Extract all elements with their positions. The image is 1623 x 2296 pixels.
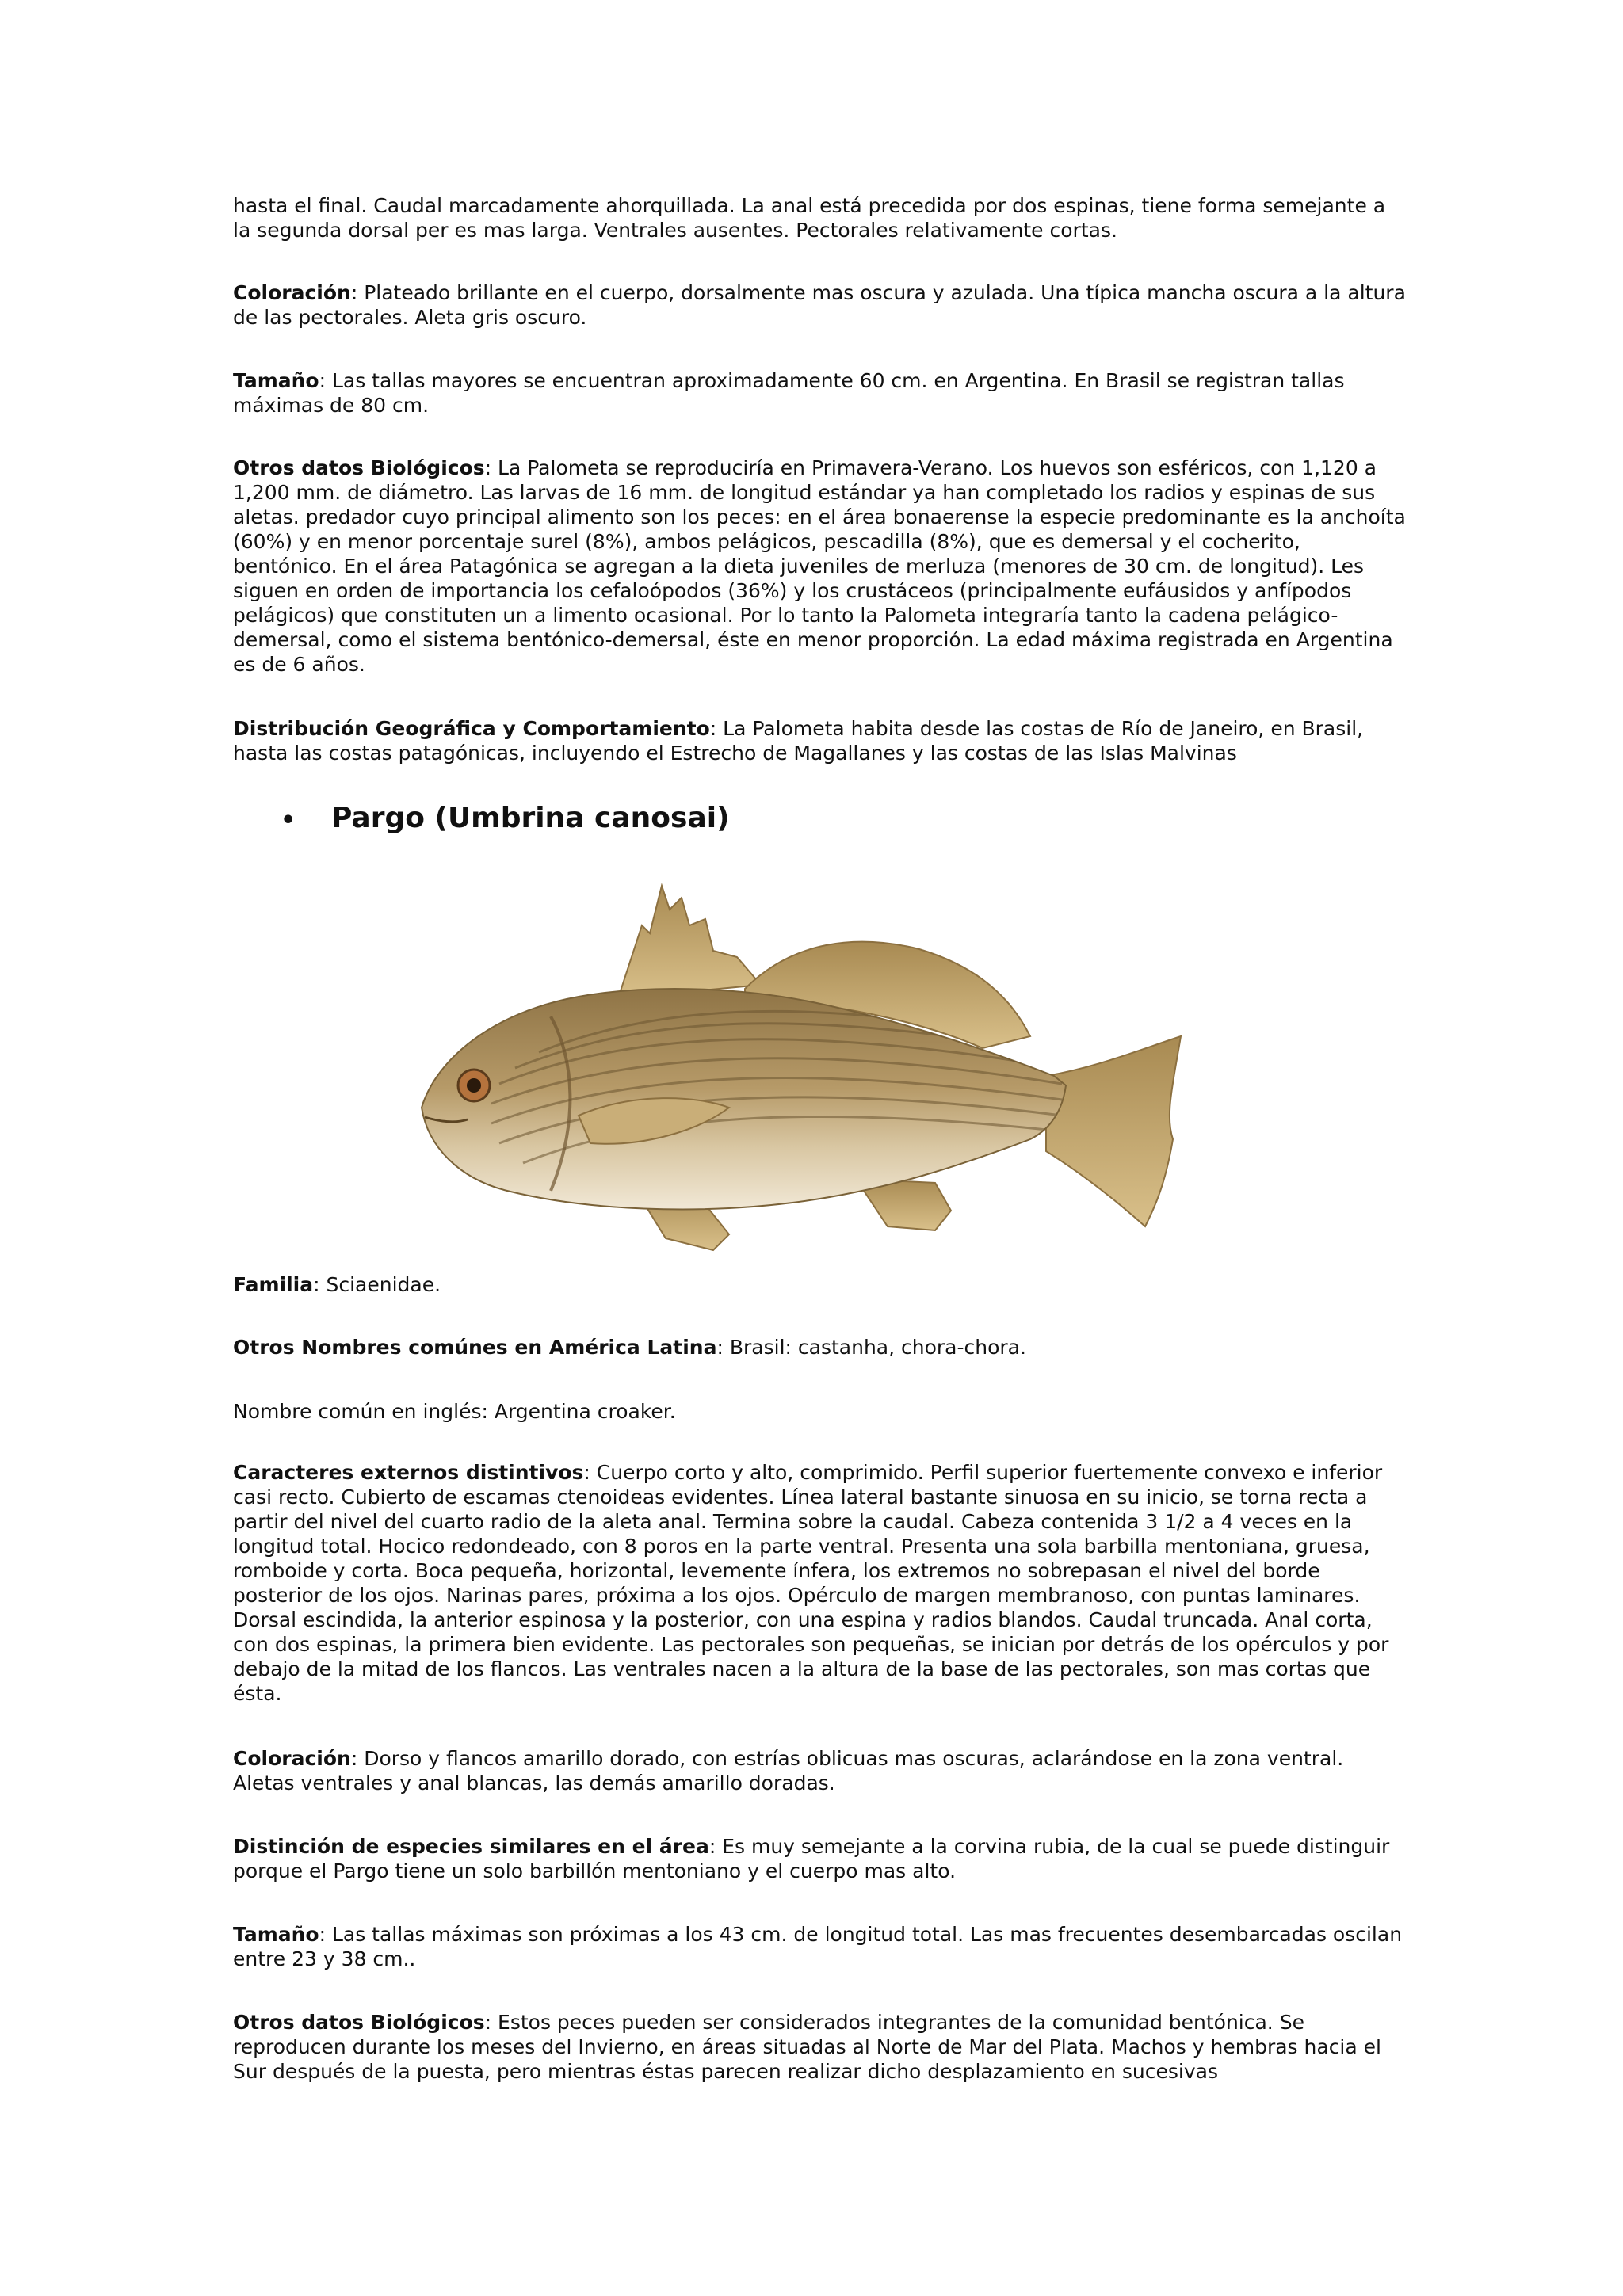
text-nombre-ingles: Nombre común en inglés: Argentina croaker. [233, 1400, 676, 1423]
label-tamano: Tamaño [233, 369, 319, 392]
section-palometa-tail [233, 193, 1406, 242]
label-coloracion-pargo: Coloración [233, 1747, 351, 1770]
label-coloracion: Coloración [233, 281, 351, 304]
text-biologicos: : La Palometa se reproduciría en Primavera-Verano. Los huevos son esféricos, con 1,120 a 1,200 mm. de diámetro. Las larvas de 16 mm. de longitud estándar ya han completado los radios y espinas de sus aletas. predador cuyo principal alimento son los peces: en el área bonaerense la especie predominante es la anchoíta (60%) y en menor porcentaje surel (8%), ambos pelágicos, pescadilla (8%), que es demersal y el cocherito, bentónico. En el área Patagónica se agregan a la dieta juveniles de merluza (menores de 30 cm. de longitud). Les siguen en orden de importancia los cefaloópodos (36%) y los crustáceos (principalmente eufáusidos y anfípodos pelágicos) que constituten un a limento ocasional. Por lo tanto la Palometa integraría tanto la cadena pelágico-demersal, como el sistema bentónico-demersal, éste en menor proporción. La edad máxima registrada en Argentina es de 6 años. [233, 456, 1406, 676]
bullet-icon: • [281, 807, 296, 834]
label-tamano-pargo: Tamaño [233, 1923, 319, 1946]
fish-illustration [380, 878, 1220, 1290]
species-heading [281, 802, 730, 834]
paragraph-distribucion-palometa [233, 716, 1406, 765]
text-distribucion: : La Palometa habita desde las costas de Río de Janeiro, en Brasil, hasta las costas patagónicas, incluyendo el Estrecho de Magallanes y las costas de las Islas Malvinas [233, 717, 1364, 765]
paragraph-coloracion-pargo [233, 1746, 1406, 1795]
label-caracteres: Caracteres externos distintivos [233, 1461, 584, 1484]
text-coloracion: : Plateado brillante en el cuerpo, dorsalmente mas oscura y azulada. Una típica mancha oscura a la altura de las pectorales. Aleta gris oscuro. [233, 281, 1406, 329]
paragraph-biologicos-palometa [233, 456, 1406, 677]
text-biologicos-pargo: : Estos peces pueden ser considerados integrantes de la comunidad bentónica. Se reproducen durante los meses del Invierno, en áreas situadas al Norte de Mar del Plata. Machos y hembras hacia el Sur después de la puesta, pero mientras éstas parecen realizar dicho desplazamiento en sucesivas [233, 2011, 1381, 2083]
paragraph-biologicos-pargo [233, 2010, 1406, 2084]
text-tamano: : Las tallas mayores se encuentran aproximadamente 60 cm. en Argentina. En Brasil se registran tallas máximas de 80 cm. [233, 369, 1345, 417]
label-otros-nombres: Otros Nombres comúnes en América Latina [233, 1336, 717, 1359]
paragraph-distincion [233, 1834, 1406, 1883]
label-familia: Familia [233, 1273, 314, 1296]
paragraph-fins: hasta el final. Caudal marcadamente ahorquillada. La anal está precedida por dos espinas, tiene forma semejante a la segunda dorsal per es mas larga. Ventrales ausentes. Pectorales relativamente cortas. [233, 194, 1386, 242]
paragraph-coloracion-palometa [233, 280, 1406, 330]
label-biologicos: Otros datos Biológicos [233, 456, 485, 479]
paragraph-tamano-pargo [233, 1922, 1406, 1971]
species-title: Pargo (Umbrina canosai) [331, 802, 730, 834]
paragraph-familia [233, 1272, 1406, 1297]
label-distribucion: Distribución Geográfica y Comportamiento [233, 717, 710, 740]
label-distincion: Distinción de especies similares en el área [233, 1835, 709, 1858]
label-biologicos-pargo: Otros datos Biológicos [233, 2011, 485, 2034]
text-tamano-pargo: : Las tallas máximas son próximas a los 43 cm. de longitud total. Las mas frecuentes desembarcadas oscilan entre 23 y 38 cm.. [233, 1923, 1403, 1970]
paragraph-nombre-ingles [233, 1399, 1406, 1424]
text-caracteres: : Cuerpo corto y alto, comprimido. Perfil superior fuertemente convexo e inferior casi recto. Cubierto de escamas ctenoideas evidentes. Línea lateral bastante sinuosa en su inicio, se torna recta a partir del nivel del cuarto radio de la aleta anal. Termina sobre la caudal. Cabeza contenida 3 1/2 a 4 veces en la longitud total. Hocico redondeado, con 8 poros en la parte ventral. Presenta una sola barbilla mentoniana, gruesa, romboide y corta. Boca pequeña, horizontal, levemente ínfera, los extremos no sobrepasan el nivel del borde posterior de los ojos. Narinas pares, próxima a los ojos. Opérculo de margen membranoso, con puntas laminares. Dorsal escindida, la anterior espinosa y la posterior, con una espina y radios blandos. Caudal truncada. Anal corta, con dos espinas, la primera bien evidente. Las pectorales son pequeñas, se inician por detrás de los opérculos y por debajo de la mitad de los flancos. Las ventrales nacen a la altura de la base de las pectorales, son mas cortas que ésta. [233, 1461, 1389, 1705]
text-otros-nombres: : Brasil: castanha, chora-chora. [716, 1336, 1026, 1359]
text-familia: : Sciaenidae. [313, 1273, 441, 1296]
text-coloracion-pargo: : Dorso y flancos amarillo dorado, con estrías oblicuas mas oscuras, aclarándose en la zona ventral. Aletas ventrales y anal blancas, las demás amarillo doradas. [233, 1747, 1344, 1794]
paragraph-otros-nombres [233, 1335, 1406, 1360]
paragraph-tamano-palometa [233, 368, 1406, 418]
text-distincion: : Es muy semejante a la corvina rubia, de la cual se puede distinguir porque el Pargo tiene un solo barbillón mentoniano y el cuerpo mas alto. [233, 1835, 1390, 1882]
fish-icon [380, 878, 1220, 1290]
paragraph-caracteres [233, 1460, 1406, 1706]
